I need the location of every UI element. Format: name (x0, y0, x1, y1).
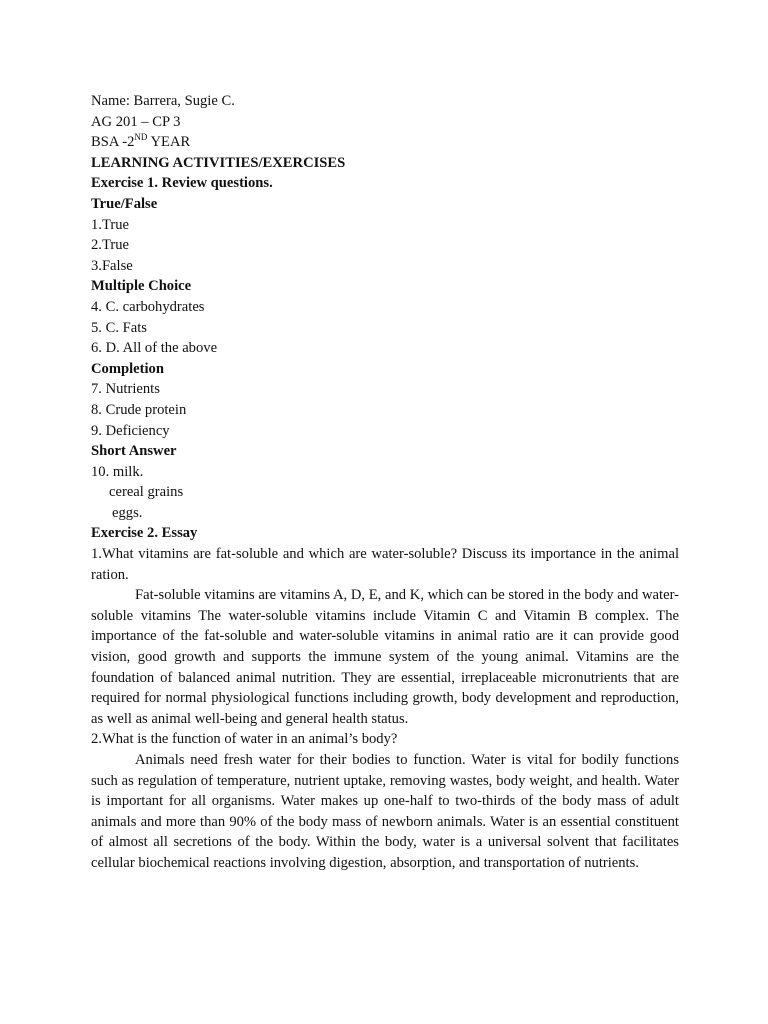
answer-item: 3.False (91, 257, 133, 274)
course-code: AG 201 – CP 3 (91, 113, 181, 130)
essay-answer-1: Fat-soluble vitamins are vitamins A, D, E, and K, which can be stored in the body and water-soluble vitamins The water-soluble vitamins include Vitamin C and Vitamin B complex. The importance of the fat-soluble and water-soluble vitamins in animal ratio are it can provide good vision, good growth and supports the immune system of the young animal. Vitamins are the foundation of balanced animal nutrition. They are essential, irreplaceable micronutrients that are required for normal physiological functions including growth, body development and reproduction, as well as animal well-being and general health status. (91, 587, 679, 727)
program-year (91, 132, 679, 153)
answer-item: 7. Nutrients (91, 381, 160, 398)
exercise1-heading: Exercise 1. Review questions. (91, 175, 273, 192)
multiple-choice-heading: Multiple Choice (91, 278, 192, 295)
answer-item: 9. Deficiency (91, 422, 170, 439)
answer-item: cereal grains (109, 484, 184, 501)
completion-heading: Completion (91, 360, 164, 377)
program-suffix: YEAR (147, 134, 191, 151)
essay-question-2: 2.What is the function of water in an animal’s body? (91, 731, 398, 748)
short-answer-heading: Short Answer (91, 443, 177, 460)
answer-item: 2.True (91, 237, 129, 254)
answer-item: 5. C. Fats (91, 319, 147, 336)
student-name: Name: Barrera, Sugie C. (91, 93, 235, 109)
answer-item: 4. C. carbohydrates (91, 298, 205, 315)
essay-answer-2: Animals need fresh water for their bodies to function. Water is vital for bodily functions such as regulation of temperature, nutrient uptake, removing wastes, body weight, and health. Water is important for all organisms. Water makes up one-half to two-thirds of the body mass of adult animals and more than 90% of the body mass of newborn animals. Water is an essential constituent of almost all secretions of the body. Within the body, water is a universal solvent that facilitates cellular biochemical reactions involving digestion, absorption, and transportation of nutrients. (91, 752, 679, 871)
exercise2-heading: Exercise 2. Essay (91, 525, 198, 542)
document-title: LEARNING ACTIVITIES/EXERCISES (91, 154, 346, 171)
program-superscript: ND (134, 132, 148, 143)
answer-item: eggs. (112, 504, 143, 521)
answer-item: 1.True (91, 216, 129, 233)
answer-item: 6. D. All of the above (91, 340, 218, 357)
document-page (91, 91, 679, 874)
true-false-heading: True/False (91, 195, 158, 212)
program-prefix: BSA -2 (91, 134, 135, 151)
essay-question-1: 1.What vitamins are fat-soluble and which are water-soluble? Discuss its importance in the animal ration. (91, 546, 679, 583)
answer-item: 8. Crude protein (91, 401, 187, 418)
answer-item: 10. milk. (91, 463, 144, 480)
